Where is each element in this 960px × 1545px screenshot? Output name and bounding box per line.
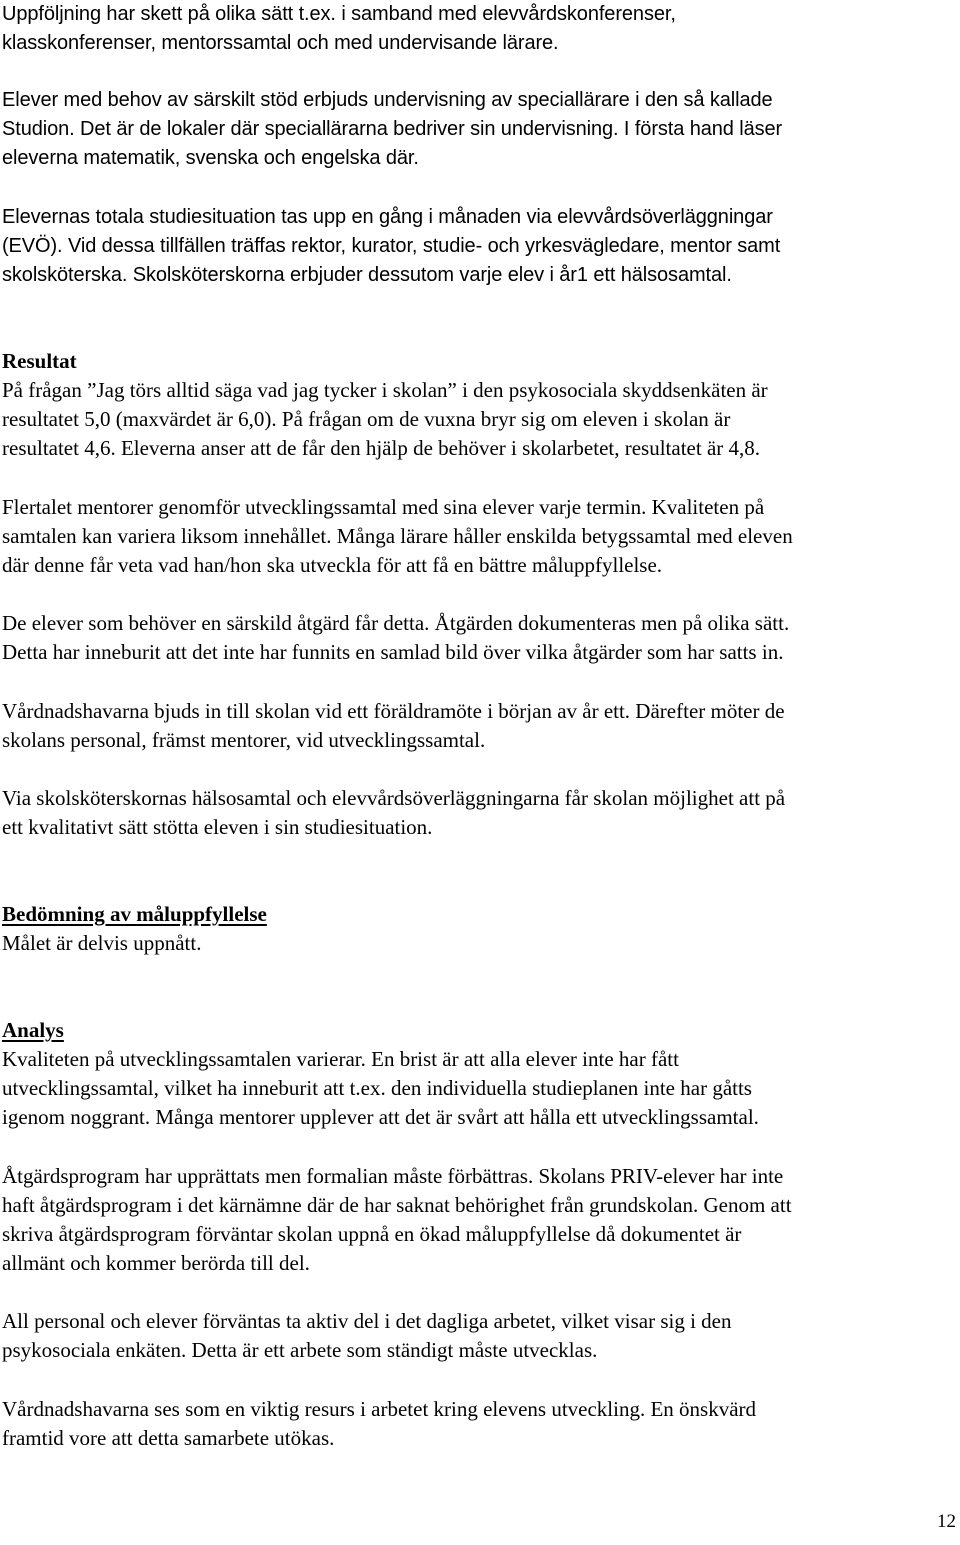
section-analys [2,1016,958,1132]
text-line: ett kvalitativt sätt stötta eleven i sin studiesituation. [2,815,433,839]
text-line: Via skolsköterskornas hälsosamtal och elevvårdsöverläggningarna får skolan möjlighet att på [2,786,786,810]
text-line: framtid vore att detta samarbete utökas. [2,1426,335,1450]
paragraph-atgard [2,609,958,667]
text-line: resultatet 4,6. Eleverna anser att de får den hjälp de behöver i skolarbetet, resultatet är 4,8. [2,436,761,460]
paragraph-atgardsprogram [2,1162,958,1278]
text-line: där denne får veta vad han/hon ska utveckla för att få en bättre måluppfyllelse. [2,553,663,577]
paragraph-vardnadshavare [2,697,958,755]
heading-resultat: Resultat [2,349,77,373]
text-line: Studion. Det är de lokaler där speciallärarna bedriver sin undervisning. I första hand läser [2,118,783,140]
text-line: Åtgärdsprogram har upprättats men formalian måste förbättras. Skolans PRIV-elever har inte [2,1164,784,1188]
paragraph-halsosamtal [2,784,958,842]
paragraph-resurs [2,1395,958,1453]
paragraph-sarskilt-stod [2,86,958,173]
text-line: All personal och elever förväntas ta aktiv del i det dagliga arbetet, vilket visar sig i den [2,1309,732,1333]
heading-bedomning: Bedömning av måluppfyllelse [2,902,267,926]
text-line: På frågan ”Jag törs alltid säga vad jag tycker i skolan” i den psykosociala skyddsenkäten är [2,378,768,402]
heading-analys: Analys [2,1018,64,1042]
text-line: klasskonferenser, mentorssamtal och med undervisande lärare. [2,32,559,54]
text-line: haft åtgärdsprogram i det kärnämne där de har saknat behörighet från grundskolan. Genom att [2,1193,792,1217]
paragraph-uppfoljning [2,0,958,58]
section-bedomning [2,900,958,958]
text-line: igenom noggrant. Många mentorer upplever att det är svårt att hålla ett utvecklingssamtal. [2,1105,759,1129]
text-line: allmänt och kommer berörda till del. [2,1251,310,1275]
text-line: samtalen kan variera liksom innehållet. Många lärare håller enskilda betygssamtal med eleven [2,524,793,548]
section-resultat [2,347,958,463]
text-line: Elever med behov av särskilt stöd erbjuds undervisning av speciallärare i den så kallade [2,89,773,111]
text-line: psykosociala enkäten. Detta är ett arbete som ständigt måste utvecklas. [2,1338,598,1362]
text-line: skriva åtgärdsprogram förväntar skolan uppnå en ökad måluppfyllelse då dokumentet är [2,1222,742,1246]
text-line: skolsköterska. Skolsköterskorna erbjuder dessutom varje elev i år1 ett hälsosamtal. [2,264,732,286]
page-number: 12 [937,1511,956,1532]
text-line: Elevernas totala studiesituation tas upp en gång i månaden via elevvårdsöverläggningar [2,206,773,228]
paragraph-personal [2,1307,958,1365]
text-line: Detta har inneburit att det inte har funnits en samlad bild över vilka åtgärder som har satts in. [2,640,784,664]
text-line: (EVÖ). Vid dessa tillfällen träffas rektor, kurator, studie- och yrkesvägledare, mentor samt [2,235,781,257]
text-line: Flertalet mentorer genomför utvecklingssamtal med sina elever varje termin. Kvaliteten på [2,495,765,519]
paragraph-studiesituation [2,203,958,290]
text-line: Målet är delvis uppnått. [2,931,202,955]
text-line: Vårdnadshavarna ses som en viktig resurs i arbetet kring elevens utveckling. En önskvärd [2,1397,757,1421]
text-line: Kvaliteten på utvecklingssamtalen varierar. En brist är att alla elever inte har fått [2,1047,679,1071]
text-line: eleverna matematik, svenska och engelska där. [2,147,419,169]
text-line: Vårdnadshavarna bjuds in till skolan vid ett föräldramöte i början av år ett. Därefter möter de [2,699,785,723]
text-line: De elever som behöver en särskild åtgärd får detta. Åtgärden dokumenteras men på olika sätt. [2,611,790,635]
text-line: Uppföljning har skett på olika sätt t.ex. i samband med elevvårdskonferenser, [2,3,676,25]
paragraph-mentorer [2,493,958,580]
text-line: utvecklingssamtal, vilket ha inneburit att t.ex. den individuella studieplanen inte har gåtts [2,1076,752,1100]
text-line: resultatet 5,0 (maxvärdet är 6,0). På frågan om de vuxna bryr sig om eleven i skolan är [2,407,731,431]
text-line: skolans personal, främst mentorer, vid utvecklingssamtal. [2,728,486,752]
